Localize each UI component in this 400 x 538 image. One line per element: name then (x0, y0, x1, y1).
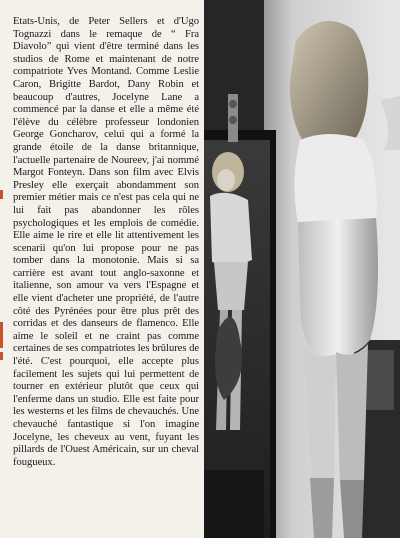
photo-illustration (204, 0, 400, 538)
photo-woman-at-mirror (204, 0, 400, 538)
article-text-column (13, 16, 199, 469)
margin-mark (0, 322, 3, 348)
article-paragraph: Etats-Unis, de Peter Sellers et d'Ugo Tognazzi dans le remaque de “ Fra Diavolo” qui vient d'être terminé dans les studios de Rome et maintenant de notre compatriote Yves Montand. Comme Leslie Caron, Brigitte Bardot, Dany Robin et beaucoup d'autres, Jocelyne Lane a commencé par la danse et elle a même été l'élève du célèbre professeur londonien George Goncharov, celui qui a formé la grande étoile de la danse britannique, l'actuelle partenaire de Noureev, j'ai nommé Margot Fonteyn. Dans son film avec Elvis Presley elle exerçait abondamment son premier métier mais ce n'est pas cela qui ne lui fait pas abandonner les rôles psychologiques et les emplois de comédie. Elle aime le rire et elle lit attentivement les scenarii qu'on lui propose pour ne pas tomber dans la monotonie. Mais si sa carrière est avant tout anglo-saxonne et italienne, son amour va vers l'Espagne et elle vient d'acheter une propriété, de l'autre côté des Pyrénées pour être plus prêt des corridas et des danseurs de flamenco. Elle aime le soleil et ne craint pas comme certaines de ses compatriotes les brûlures de l'été. C'est pourquoi, elle accepte plus facilement les sujets qui lui permettent de tourner en extérieur plutôt que ceux qui l'enferme dans un studio. Elle est faite pour les westerns et les films de chevauchés. Une chevauché fantastique si l'on imagine Jocelyne, les cheveux au vent, fuyant les pillards de l'Ouest Américain, sur un cheval fougueux. (13, 16, 199, 468)
margin-mark (0, 190, 3, 199)
margin-mark (0, 352, 3, 360)
